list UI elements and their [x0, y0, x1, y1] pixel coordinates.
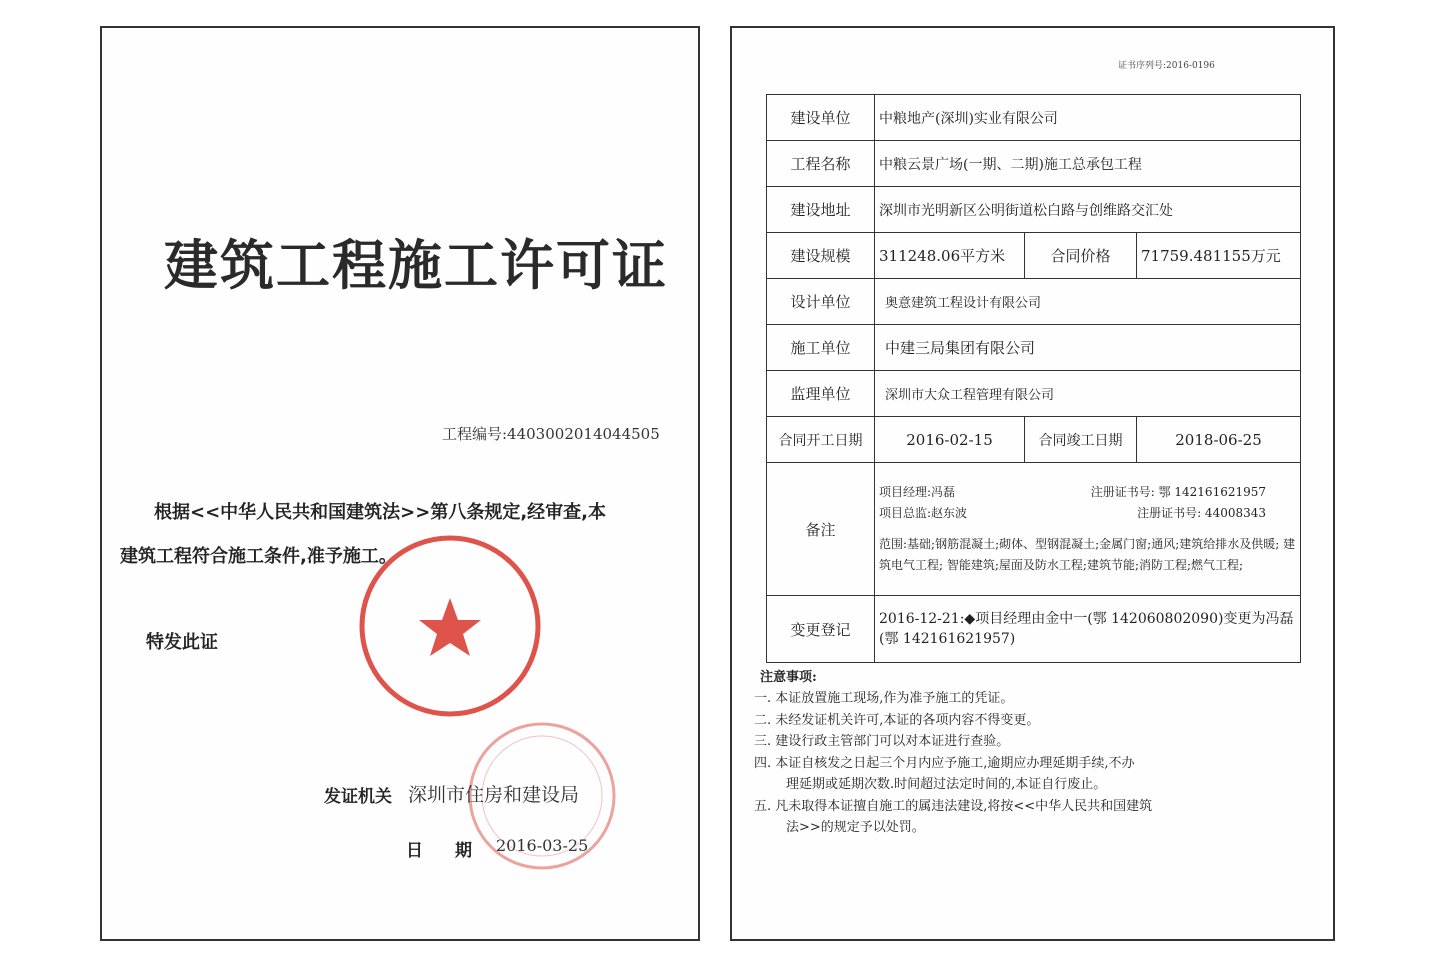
- permit-info-table: [766, 94, 1301, 663]
- design-label: 设计单位: [767, 279, 875, 325]
- table-row: [767, 95, 1301, 141]
- table-row: [767, 325, 1301, 371]
- note-item: 三. 建设行政主管部门可以对本证进行查验。: [754, 734, 1010, 749]
- address-label: 建设地址: [767, 187, 875, 233]
- table-row: [767, 141, 1301, 187]
- project-number: 工程编号:4403002014044505: [442, 425, 660, 443]
- note-item: 五. 凡未取得本证擅自施工的属违法建设,将按<<中华人民共和国建筑: [754, 798, 1153, 814]
- table-row: [767, 371, 1301, 417]
- table-row: [767, 233, 1301, 279]
- design-value: 奥意建筑工程设计有限公司: [875, 279, 1301, 325]
- builder-label: 建设单位: [767, 95, 875, 141]
- certificate-right-page: [730, 26, 1335, 941]
- seal-star-icon: [419, 598, 481, 656]
- construction-value: 中建三局集团有限公司: [875, 325, 1301, 371]
- issue-date-value: 2016-03-25: [496, 836, 589, 855]
- project-name-label: 工程名称: [767, 141, 875, 187]
- approval-text-line1: 根据<<中华人民共和国建筑法>>第八条规定,经审查,本: [154, 502, 607, 523]
- project-manager: 项目经理:冯磊: [879, 485, 956, 499]
- table-row: [767, 596, 1301, 663]
- remark-pm-line: [879, 482, 1296, 503]
- remark-chief-line: [879, 503, 1296, 524]
- project-name-value: 中粮云景广场(一期、二期)施工总承包工程: [875, 141, 1301, 187]
- start-date-label: 合同开工日期: [767, 417, 875, 463]
- certificate-left-page: [100, 26, 700, 941]
- note-item: 四. 本证自核发之日起三个月内应予施工,逾期应办理延期手续,不办: [754, 755, 1135, 771]
- notes-list: [754, 688, 1314, 839]
- price-value: 71759.481155万元: [1137, 233, 1301, 279]
- issuer-label: 发证机关: [324, 787, 392, 807]
- note-item-continued: 法>>的规定予以处罚。: [786, 820, 925, 835]
- supervision-label: 监理单位: [767, 371, 875, 417]
- scale-label: 建设规模: [767, 233, 875, 279]
- project-manager-cert: 注册证书号: 鄂 142161621957: [1090, 485, 1267, 499]
- remark-value: [875, 463, 1301, 596]
- builder-value: 中粮地产(深圳)实业有限公司: [875, 95, 1301, 141]
- issuer-value: 深圳市住房和建设局: [408, 784, 580, 806]
- serial-number: 证书序列号:2016-0196: [1118, 61, 1215, 71]
- start-date-value: 2016-02-15: [875, 417, 1025, 463]
- scale-value: 311248.06平方米: [875, 233, 1025, 279]
- note-item: 一. 本证放置施工现场,作为准予施工的凭证。: [754, 691, 1014, 706]
- table-row: [767, 417, 1301, 463]
- end-date-label: 合同竣工日期: [1025, 417, 1137, 463]
- change-value: 2016-12-21:◆项目经理由金中一(鄂 142060802090)变更为冯磊(鄂 142161621957): [875, 596, 1301, 663]
- table-row: [767, 463, 1301, 596]
- scope-text: 范围:基础;钢筋混凝土;砌体、型钢混凝土;金属门窗;通风;建筑给排水及供暖; 建筑电气工程; 智能建筑;屋面及防水工程;建筑节能;消防工程;燃气工程;: [879, 537, 1296, 572]
- chief-supervisor-cert: 注册证书号: 44008343: [1137, 506, 1267, 520]
- supervision-value: 深圳市大众工程管理有限公司: [875, 371, 1301, 417]
- notes-title: 注意事项:: [760, 670, 817, 685]
- issue-date-label: 日期: [406, 841, 504, 861]
- special-issue-text: 特发此证: [146, 632, 218, 653]
- change-label: 变更登记: [767, 596, 875, 663]
- end-date-value: 2018-06-25: [1137, 417, 1301, 463]
- note-item-continued: 理延期或延期次数.时间超过法定时间的,本证自行废止。: [786, 777, 1107, 792]
- table-row: [767, 279, 1301, 325]
- price-label: 合同价格: [1025, 233, 1137, 279]
- address-value: 深圳市光明新区公明街道松白路与创维路交汇处: [875, 187, 1301, 233]
- certificate-title: 建筑工程施工许可证: [164, 234, 668, 297]
- chief-supervisor: 项目总监:赵东波: [879, 506, 968, 520]
- approval-text-line2: 建筑工程符合施工条件,准予施工。: [120, 546, 397, 567]
- construction-label: 施工单位: [767, 325, 875, 371]
- note-item: 二. 未经发证机关许可,本证的各项内容不得变更。: [754, 712, 1040, 728]
- remark-label: 备注: [767, 463, 875, 596]
- table-row: [767, 187, 1301, 233]
